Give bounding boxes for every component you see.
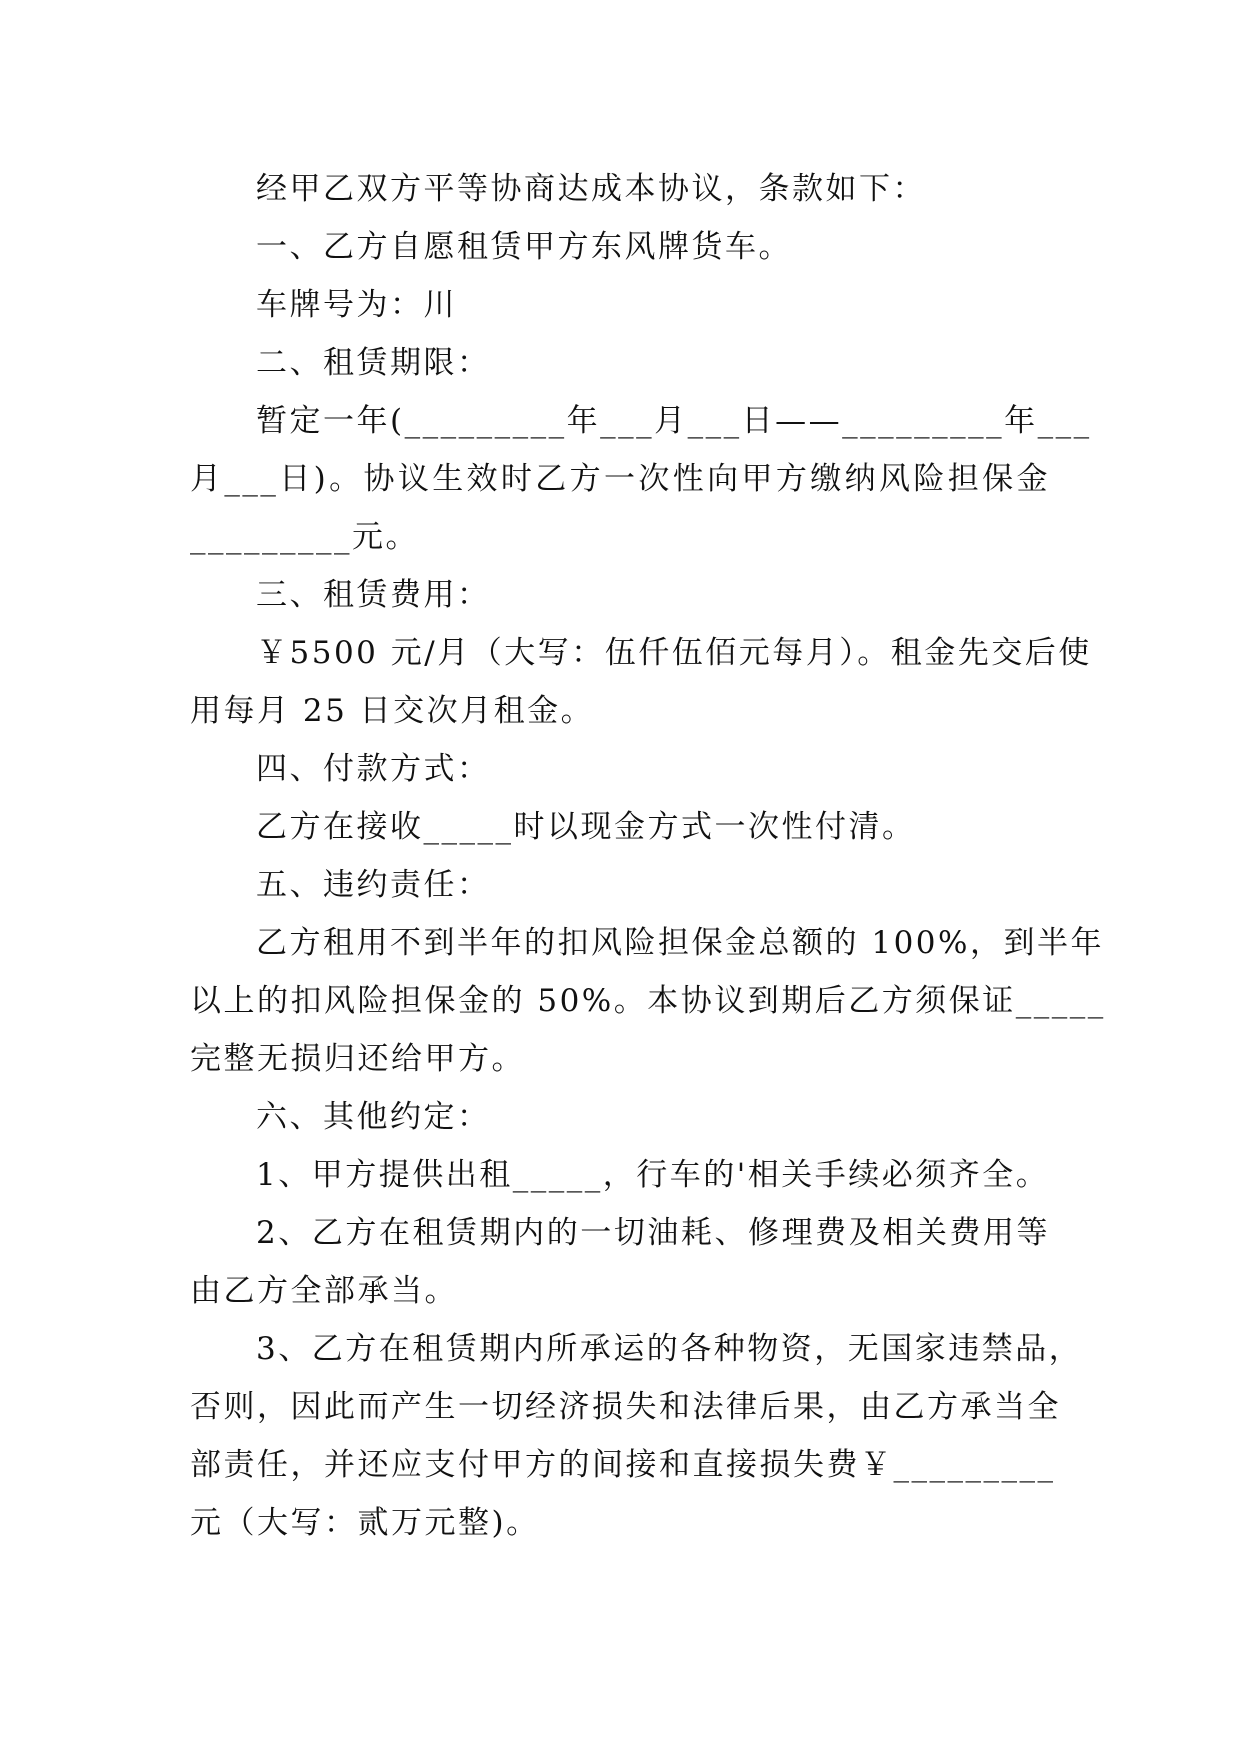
payment-line: 乙方在接收_____时以现金方式一次性付清。 xyxy=(256,809,916,845)
term-line-3: _________元。 xyxy=(190,519,419,555)
other-item-3-line-1: 3、乙方在租赁期内所承运的各种物资，无国家违禁品， xyxy=(256,1331,1083,1367)
other-item-2-line-1: 2、乙方在租赁期内的一切油耗、修理费及相关费用等 xyxy=(256,1215,1050,1251)
term-line-1: 暂定一年(_________年___月___日——_________年___ xyxy=(256,403,1092,439)
other-item-2-line-2: 由乙方全部承当。 xyxy=(190,1273,458,1309)
intro-line: 经甲乙双方平等协商达成本协议，条款如下： xyxy=(256,171,926,207)
agreement-body xyxy=(190,160,1106,1552)
other-item-3-line-2: 否则，因此而产生一切经济损失和法律后果，由乙方承当全 xyxy=(190,1389,1061,1425)
clause-6-heading: 六、其他约定： xyxy=(256,1099,491,1135)
fee-line-1: ￥5500 元/月（大写：伍仟伍佰元每月）。租金先交后使 xyxy=(256,635,1092,671)
term-line-2: 月___日)。协议生效时乙方一次性向甲方缴纳风险担保金 xyxy=(190,461,1050,497)
liability-line-2: 以上的扣风险担保金的 50%。本协议到期后乙方须保证_____ xyxy=(190,983,1106,1019)
clause-5-heading: 五、违约责任： xyxy=(256,867,491,903)
fee-line-2: 用每月 25 日交次月租金。 xyxy=(190,693,595,729)
clause-4-heading: 四、付款方式： xyxy=(256,751,491,787)
plate-number-line: 车牌号为：川 xyxy=(256,287,457,323)
clause-3-heading: 三、租赁费用： xyxy=(256,577,491,613)
other-item-3-line-3: 部责任，并还应支付甲方的间接和直接损失费￥_________ xyxy=(190,1447,1056,1483)
liability-line-3: 完整无损归还给甲方。 xyxy=(190,1041,525,1077)
liability-line-1: 乙方租用不到半年的扣风险担保金总额的 100%，到半年 xyxy=(256,925,1104,961)
clause-1-heading: 一、乙方自愿租赁甲方东风牌货车。 xyxy=(256,229,792,265)
other-item-1: 1、甲方提供出租_____，行车的'相关手续必须齐全。 xyxy=(256,1157,1050,1193)
other-item-3-line-4: 元（大写：贰万元整)。 xyxy=(190,1505,540,1541)
clause-2-heading: 二、租赁期限： xyxy=(256,345,491,381)
